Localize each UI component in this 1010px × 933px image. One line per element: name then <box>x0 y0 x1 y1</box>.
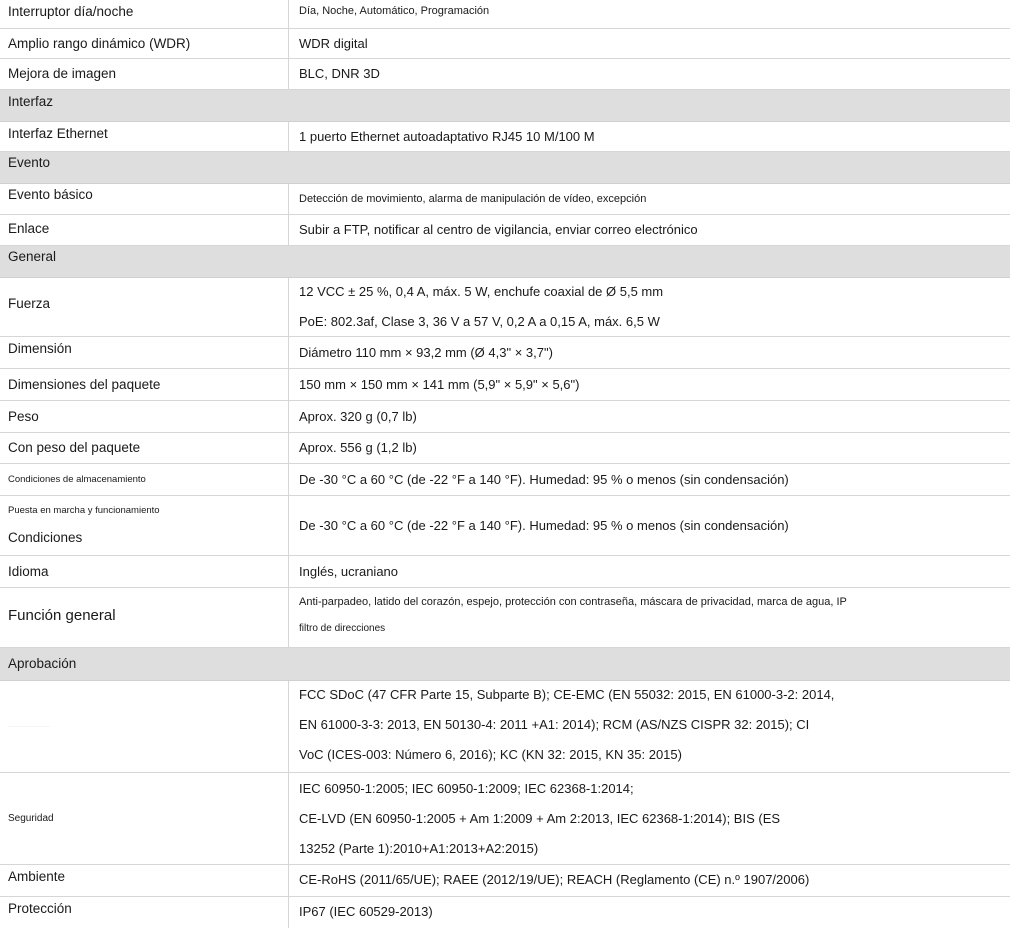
table-row <box>0 496 1010 556</box>
row-value: Aprox. 320 g (0,7 lb) <box>299 409 417 424</box>
row-value: WDR digital <box>299 36 368 51</box>
table-row <box>0 588 1010 648</box>
row-value: 13252 (Parte 1):2010+A1:2013+A2:2015) <box>299 841 539 856</box>
row-label: Interruptor día/noche <box>8 4 134 19</box>
row-label: Idioma <box>8 564 49 579</box>
row-label: Dimensiones del paquete <box>8 377 161 392</box>
table-row <box>0 433 1010 464</box>
table-row <box>0 184 1010 215</box>
table-row <box>0 0 1010 29</box>
row-value: Aprox. 556 g (1,2 lb) <box>299 440 417 455</box>
table-row <box>0 556 1010 588</box>
row-label: ·········································· <box>8 724 50 728</box>
row-value: Inglés, ucraniano <box>299 564 399 579</box>
row-value: De -30 °C a 60 °C (de -22 °F a 140 °F). Humedad: 95 % o menos (sin condensación) <box>299 518 789 533</box>
row-label: Amplio rango dinámico (WDR) <box>8 36 191 51</box>
section-title: Interfaz <box>8 94 54 109</box>
row-label: Dimensión <box>8 341 72 356</box>
table-row <box>0 681 1010 773</box>
section-title: General <box>8 249 57 264</box>
section-header-approval <box>0 648 1010 681</box>
row-label: Función general <box>8 607 116 624</box>
row-label: Protección <box>8 901 72 916</box>
row-value: 12 VCC ± 25 %, 0,4 A, máx. 5 W, enchufe coaxial de Ø 5,5 mm <box>299 284 664 299</box>
row-label: Evento básico <box>8 187 93 202</box>
row-value: VoC (ICES-003: Número 6, 2016); KC (KN 32: 2015, KN 35: 2015) <box>299 747 682 762</box>
table-row <box>0 215 1010 246</box>
section-title: Evento <box>8 155 51 170</box>
table-row <box>0 865 1010 897</box>
row-value: PoE: 802.3af, Clase 3, 36 V a 57 V, 0,2 A a 0,15 A, máx. 6,5 W <box>299 314 660 329</box>
row-label: Enlace <box>8 221 50 236</box>
row-value: IEC 60950-1:2005; IEC 60950-1:2009; IEC 62368-1:2014; <box>299 781 634 796</box>
row-value: CE-LVD (EN 60950-1:2005 + Am 1:2009 + Am 2:2013, IEC 62368-1:2014); BIS (ES <box>299 811 781 826</box>
row-label: Peso <box>8 409 39 424</box>
row-value: Día, Noche, Automático, Programación <box>299 5 490 17</box>
row-value: EN 61000-3-3: 2013, EN 50130-4: 2011 +A1: 2014); RCM (AS/NZS CISPR 32: 2015); CI <box>299 717 810 732</box>
row-value: BLC, DNR 3D <box>299 66 380 81</box>
row-label: Condiciones <box>8 530 83 545</box>
row-label: Con peso del paquete <box>8 440 141 455</box>
table-row <box>0 122 1010 152</box>
section-title: Aprobación <box>8 656 77 671</box>
table-row <box>0 369 1010 401</box>
row-label: Ambiente <box>8 869 66 884</box>
row-value: Diámetro 110 mm × 93,2 mm (Ø 4,3" × 3,7") <box>299 345 553 360</box>
row-value: Subir a FTP, notificar al centro de vigilancia, enviar correo electrónico <box>299 222 698 237</box>
row-value: FCC SDoC (47 CFR Parte 15, Subparte B); CE-EMC (EN 55032: 2015, EN 61000-3-2: 2014, <box>299 687 835 702</box>
table-row <box>0 59 1010 90</box>
table-row <box>0 278 1010 337</box>
row-value: IP67 (IEC 60529-2013) <box>299 904 433 919</box>
section-header-interface <box>0 90 1010 122</box>
table-row <box>0 337 1010 369</box>
row-value: filtro de direcciones <box>299 623 386 634</box>
section-header-general <box>0 246 1010 278</box>
row-label: Interfaz Ethernet <box>8 126 108 141</box>
table-row <box>0 29 1010 59</box>
row-label: Condiciones de almacenamiento <box>8 474 146 485</box>
table-row <box>0 897 1010 928</box>
table-row <box>0 464 1010 496</box>
row-label: Fuerza <box>8 296 51 311</box>
row-label: Seguridad <box>8 813 54 824</box>
row-value: De -30 °C a 60 °C (de -22 °F a 140 °F). Humedad: 95 % o menos (sin condensación) <box>299 472 789 487</box>
row-value: Anti-parpadeo, latido del corazón, espejo, protección con contraseña, máscara de privacidad, marca de agua, IP <box>299 596 847 608</box>
row-value: CE-RoHS (2011/65/UE); RAEE (2012/19/UE); REACH (Reglamento (CE) n.º 1907/2006) <box>299 872 810 887</box>
row-label: Puesta en marcha y funcionamiento <box>8 505 160 516</box>
row-label: Mejora de imagen <box>8 66 117 81</box>
row-value: 150 mm × 150 mm × 141 mm (5,9" × 5,9" × 5,6") <box>299 377 580 392</box>
table-row <box>0 401 1010 433</box>
row-value: 1 puerto Ethernet autoadaptativo RJ45 10 M/100 M <box>299 129 595 144</box>
table-row <box>0 773 1010 865</box>
row-value: Detección de movimiento, alarma de manipulación de vídeo, excepción <box>299 193 647 205</box>
section-header-event <box>0 152 1010 184</box>
